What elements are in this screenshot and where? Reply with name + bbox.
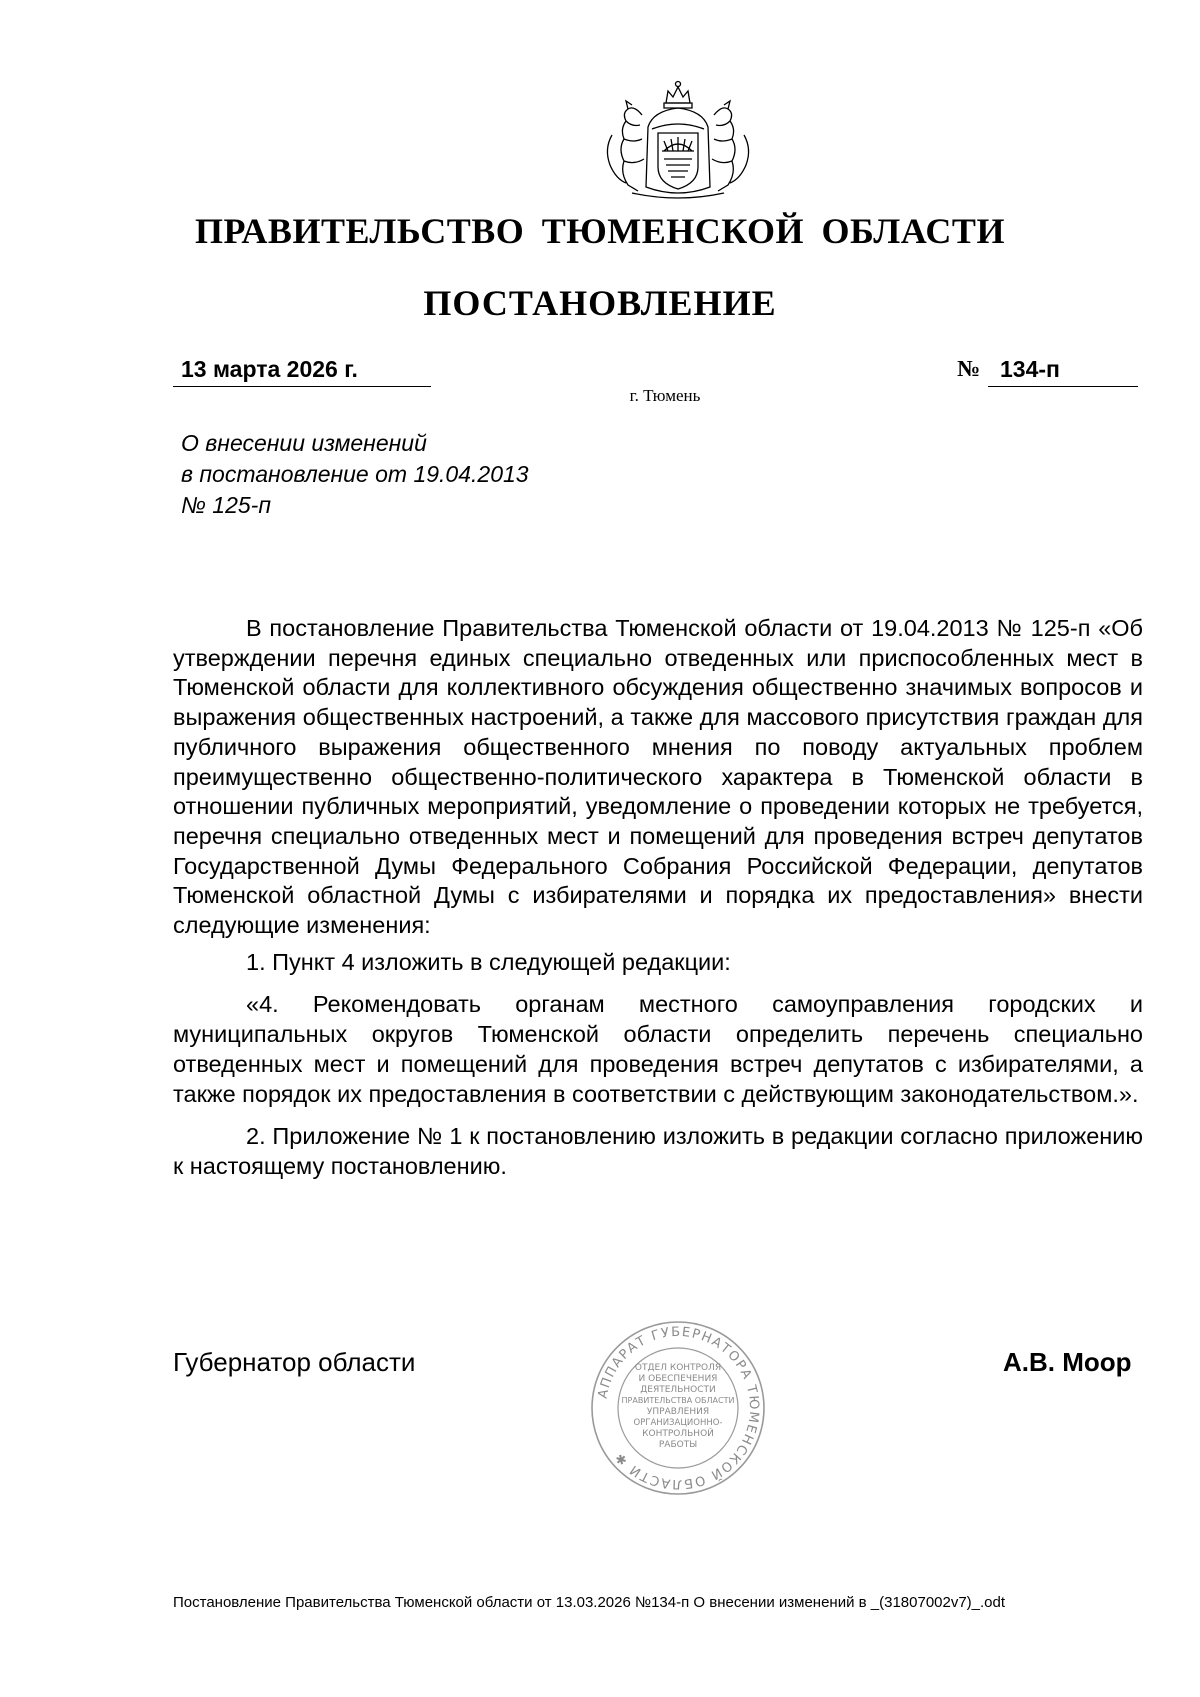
svg-text:ОТДЕЛ КОНТРОЛЯ: ОТДЕЛ КОНТРОЛЯ bbox=[634, 1363, 722, 1373]
signatory-name: А.В. Моор bbox=[1003, 1347, 1132, 1377]
document-body bbox=[173, 614, 1143, 1182]
document-subject bbox=[181, 428, 529, 521]
svg-text:АППАРАТ ГУБЕРНАТОРА ТЮМЕНСКОЙ: АППАРАТ ГУБЕРНАТОРА ТЮМЕНСКОЙ ОБЛАСТИ ✱ bbox=[595, 1324, 762, 1492]
signatory-title: Губернатор области bbox=[173, 1347, 416, 1377]
government-title: ПРАВИТЕЛЬСТВО ТЮМЕНСКОЙ ОБЛАСТИ bbox=[195, 211, 1005, 251]
svg-text:КОНТРОЛЬНОЙ: КОНТРОЛЬНОЙ bbox=[642, 1429, 714, 1439]
city-name: г. Тюмень bbox=[629, 386, 701, 405]
svg-text:УПРАВЛЕНИЯ: УПРАВЛЕНИЯ bbox=[646, 1407, 710, 1417]
subject-line-1: О внесении изменений bbox=[181, 430, 427, 456]
svg-text:И ОБЕСПЕЧЕНИЯ: И ОБЕСПЕЧЕНИЯ bbox=[638, 1374, 718, 1384]
body-paragraph-1: В постановление Правительства Тюменской области от 19.04.2013 № 125-п «Об утверждении перечня единых специально отведенных или приспособленных мест в Тюменской области для коллективного обсуждения общественно значимых вопросов и выражения общественных настроений, а также для массового присутствия граждан для публичного выражения общественного мнения по поводу актуальных проблем преимущественно общественно-политического характера в Тюменской области в отношении публичных мероприятий, уведомление о проведении которых не требуется, перечня специально отведенных мест и помещений для проведения встреч депутатов Государственной Думы Федерального Собрания Российской Федерации, депутатов Тюменской областной Думы с избирателями и порядка их предоставления» внести следующие изменения: bbox=[173, 615, 1143, 939]
svg-text:ОРГАНИЗАЦИОННО-: ОРГАНИЗАЦИОННО- bbox=[633, 1418, 723, 1428]
subject-line-2: в постановление от 19.04.2013 bbox=[181, 461, 529, 487]
coat-of-arms-emblem bbox=[598, 75, 758, 205]
svg-text:РАБОТЫ: РАБОТЫ bbox=[658, 1440, 698, 1450]
document-number: 134-п bbox=[1000, 356, 1060, 382]
document-date: 13 марта 2026 г. bbox=[181, 356, 358, 382]
date-field bbox=[173, 356, 431, 387]
body-paragraph-3: «4. Рекомендовать органам местного самоуправления городских и муниципальных округов Тюменской области определить перечень специально отведенных мест и помещений для проведения встреч депутатов с избирателями, а также порядок их предоставления в соответствии с действующим законодательством.». bbox=[173, 991, 1143, 1107]
official-stamp bbox=[588, 1318, 768, 1498]
body-paragraph-4: 2. Приложение № 1 к постановлению изложить в редакции согласно приложению к настоящему постановлению. bbox=[173, 1123, 1143, 1179]
svg-text:ДЕЯТЕЛЬНОСТИ: ДЕЯТЕЛЬНОСТИ bbox=[640, 1385, 716, 1395]
body-paragraph-2: 1. Пункт 4 изложить в следующей редакции: bbox=[246, 948, 731, 975]
svg-text:ПРАВИТЕЛЬСТВА ОБЛАСТИ: ПРАВИТЕЛЬСТВА ОБЛАСТИ bbox=[621, 1396, 735, 1405]
footer-file-reference: Постановление Правительства Тюменской области от 13.03.2026 №134-п О внесении изменений в _(31807002v7)_.odt bbox=[173, 1594, 1006, 1611]
number-sign: № bbox=[957, 356, 981, 381]
document-type-title: ПОСТАНОВЛЕНИЕ bbox=[423, 283, 777, 323]
number-field bbox=[988, 356, 1138, 387]
subject-line-3: № 125-п bbox=[181, 492, 271, 518]
